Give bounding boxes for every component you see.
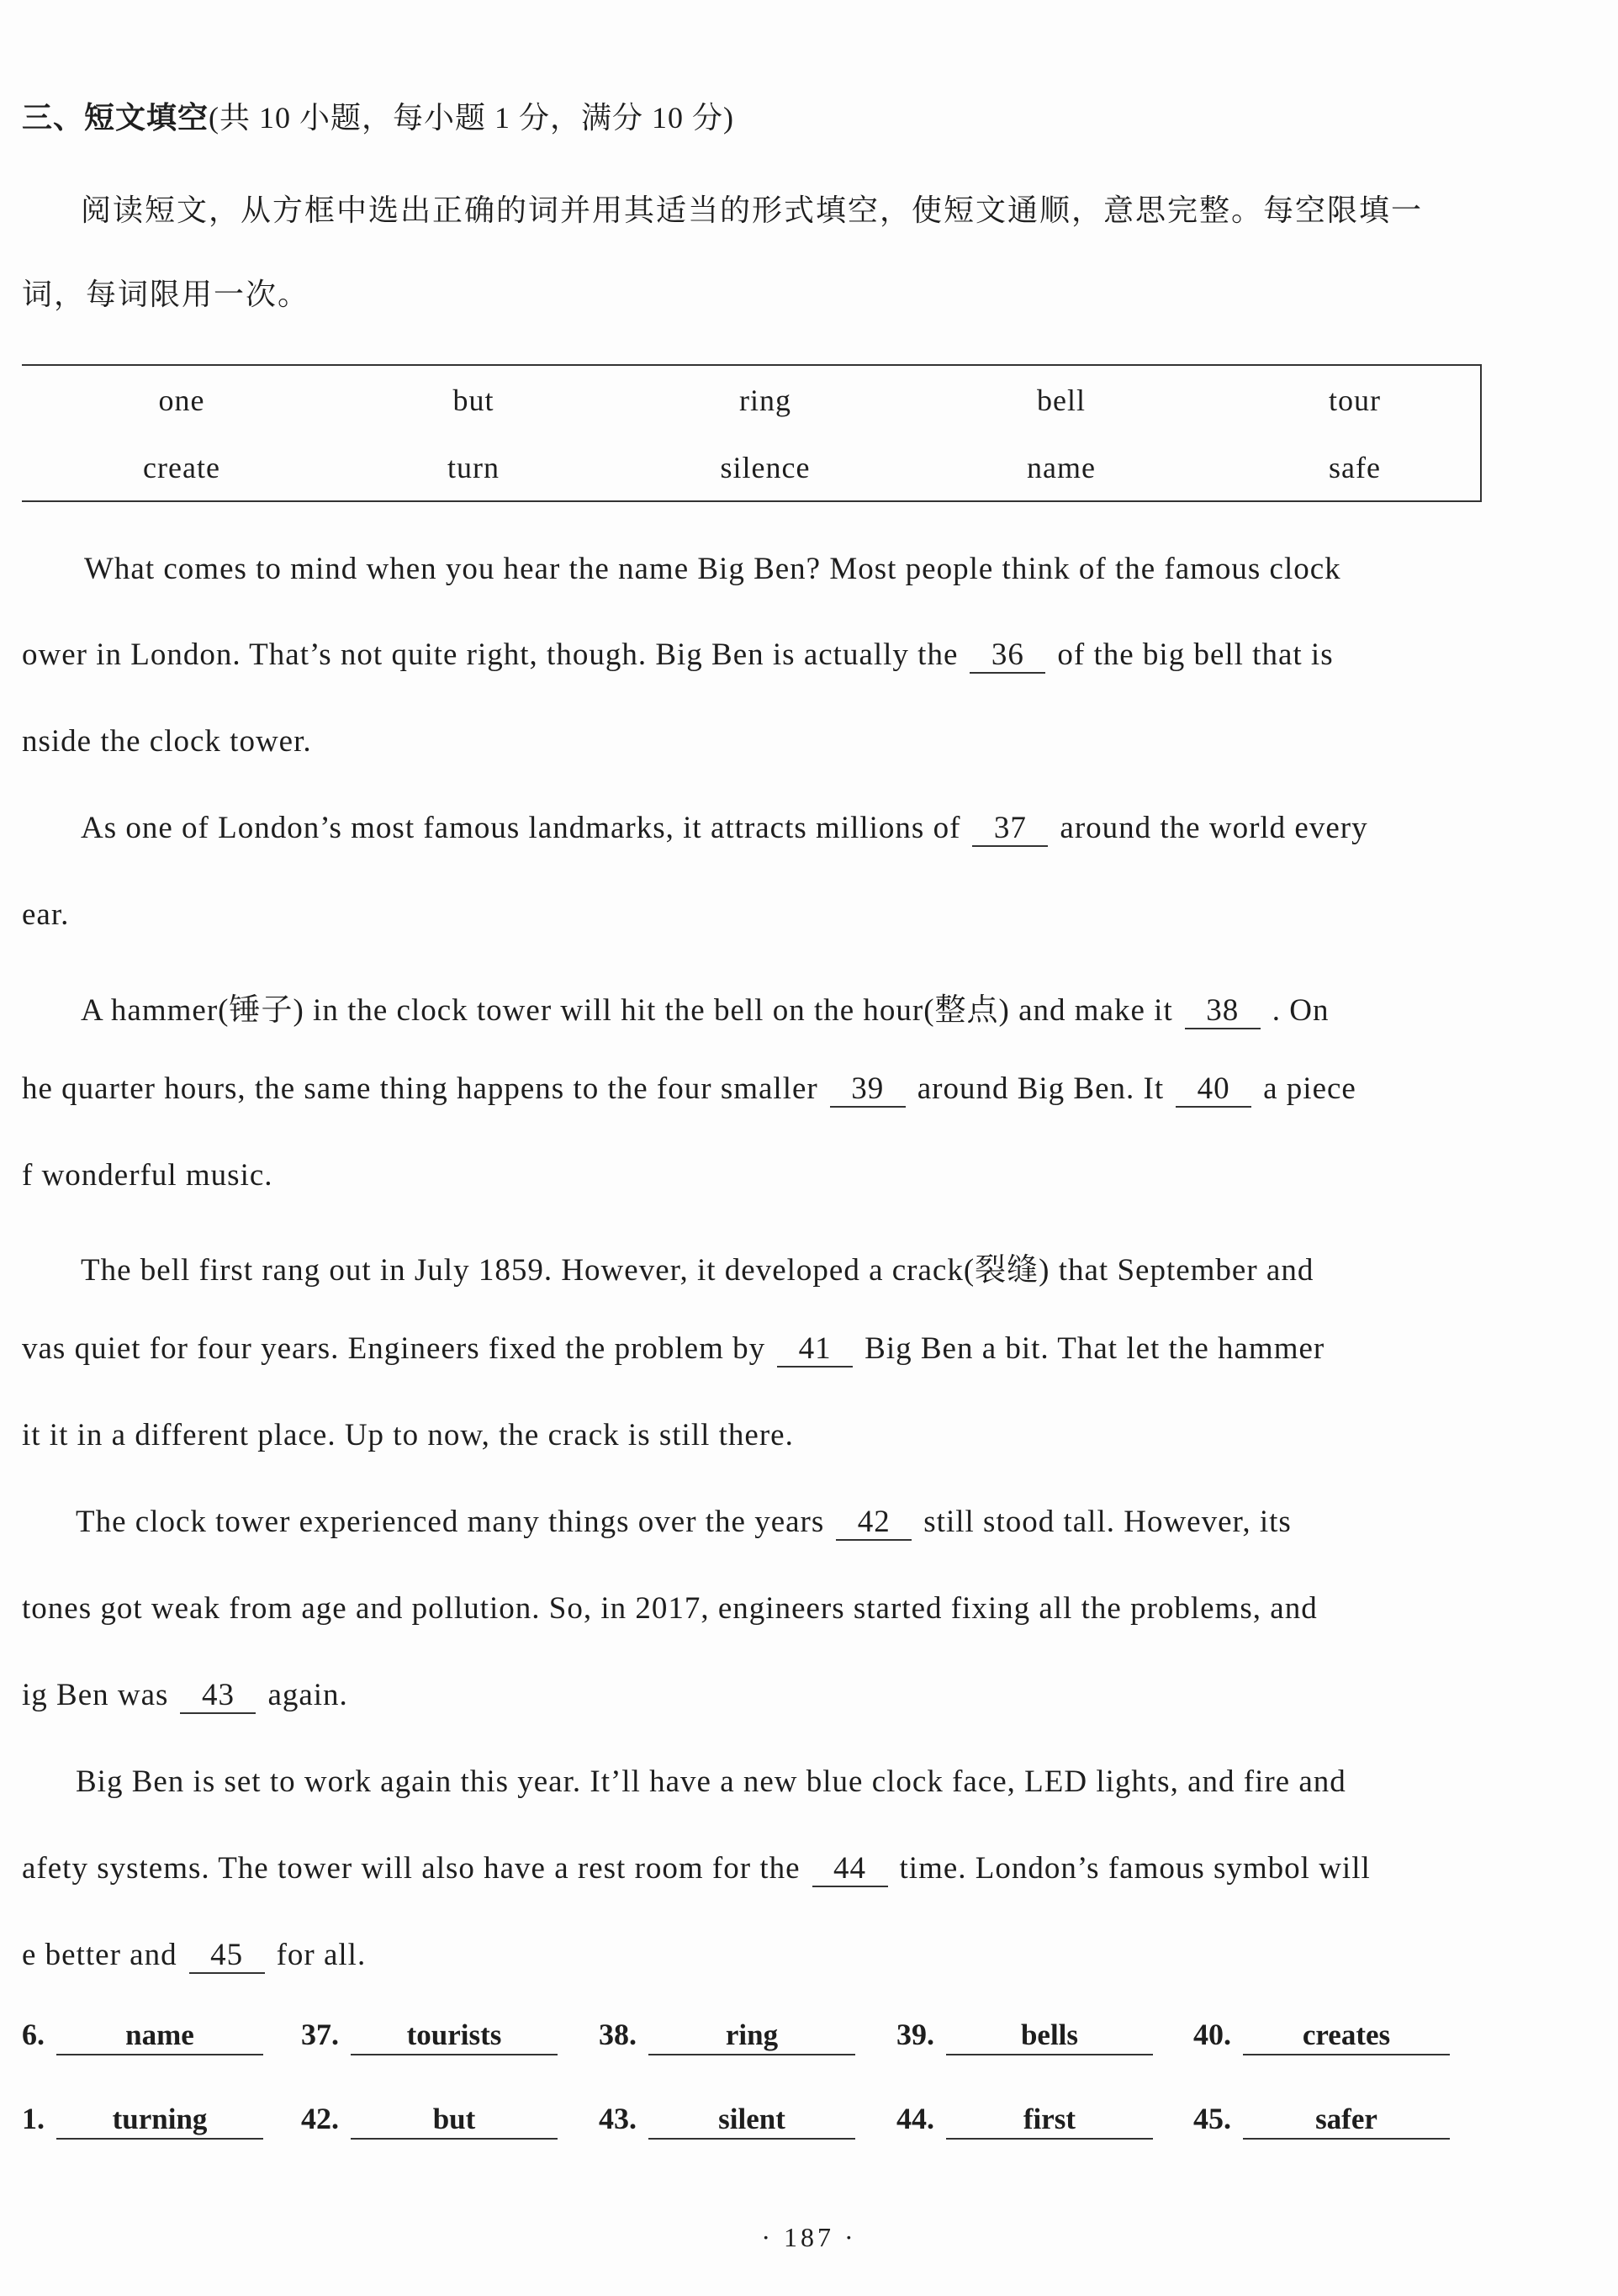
word-bank-word: but (452, 384, 494, 417)
passage-text: The clock tower experienced many things over the years (76, 1505, 825, 1539)
answer-value[interactable]: silent (648, 2103, 855, 2140)
word-bank-word: tour (1329, 384, 1381, 417)
answer-item (1193, 2017, 1450, 2055)
passage-line: ear. (22, 897, 70, 932)
passage-line: What comes to mind when you hear the name Big Ben? Most people think of the famous clock (84, 552, 1341, 586)
answer-item (896, 2101, 1153, 2140)
passage-text: Big Ben a bit. That let the hammer (865, 1331, 1325, 1366)
passage-text: . On (1272, 993, 1330, 1028)
blank-45[interactable]: 45 (189, 1939, 265, 1974)
answer-number: 43. (599, 2102, 637, 2135)
passage-text: vas quiet for four years. Engineers fixed the problem by (22, 1331, 766, 1366)
passage-text: for all. (276, 1938, 367, 1972)
answer-number: 37. (301, 2018, 339, 2051)
passage-text: around the world every (1060, 811, 1368, 845)
blank-40[interactable]: 40 (1176, 1073, 1251, 1108)
passage-text: again. (267, 1678, 348, 1712)
passage-text: ower in London. That’s not quite right, though. Big Ben is actually the (22, 637, 959, 672)
passage-text: afety systems. The tower will also have a rest room for the (22, 1851, 801, 1886)
blank-39[interactable]: 39 (830, 1073, 906, 1108)
passage-text: he quarter hours, the same thing happens to the four smaller (22, 1071, 818, 1106)
answer-number: 39. (896, 2018, 934, 2051)
passage-text: ig Ben was (22, 1678, 169, 1712)
answer-value[interactable]: creates (1243, 2018, 1450, 2055)
passage-text: a piece (1263, 1071, 1356, 1106)
answer-value[interactable]: turning (56, 2103, 263, 2140)
answer-number: 42. (301, 2102, 339, 2135)
answer-item (599, 2017, 855, 2055)
answer-value[interactable]: first (946, 2103, 1153, 2140)
blank-36[interactable]: 36 (970, 639, 1045, 674)
passage-line: f wonderful music. (22, 1158, 273, 1193)
section-title-label: 三、短文填空 (22, 101, 209, 135)
answer-item (301, 2017, 558, 2055)
passage-line (22, 637, 1334, 674)
word-bank-row-2 (22, 450, 1480, 492)
answer-value[interactable]: safer (1243, 2103, 1450, 2140)
passage-line: it it in a different place. Up to now, the crack is still there. (22, 1418, 794, 1452)
blank-43[interactable]: 43 (180, 1680, 256, 1714)
answer-row-1 (22, 2017, 1485, 2067)
word-bank-word: name (1027, 451, 1096, 484)
passage-text: A hammer(锤子) in the clock tower will hit the bell on the hour(整点) and make it (81, 993, 1173, 1028)
page-number: · 187 · (761, 2222, 857, 2252)
blank-41[interactable]: 41 (777, 1333, 853, 1368)
word-bank-word: create (143, 451, 220, 484)
blank-42[interactable]: 42 (836, 1506, 912, 1541)
passage-line (22, 1071, 1356, 1108)
passage-line: nside the clock tower. (22, 724, 312, 759)
section-title-scoring: (共 10 小题，每小题 1 分，满分 10 分) (209, 101, 734, 135)
passage-line: tones got weak from age and pollution. So, in 2017, engineers started fixing all the problems, and (22, 1591, 1318, 1626)
passage-line (22, 1331, 1325, 1368)
blank-37[interactable]: 37 (972, 812, 1048, 847)
answer-item (1193, 2101, 1450, 2140)
passage-line (22, 1677, 348, 1714)
word-bank-word: ring (739, 384, 791, 417)
answer-value[interactable]: tourists (351, 2018, 558, 2055)
answer-number: 1. (22, 2102, 45, 2135)
passage-text: of the big bell that is (1057, 637, 1334, 672)
instruction-line-1: 阅读短文，从方框中选出正确的词并用其适当的形式填空，使短文通顺，意思完整。每空限填一 (81, 193, 1424, 227)
passage-line (22, 1850, 1371, 1887)
answer-item (896, 2017, 1153, 2055)
word-bank-word: turn (447, 451, 500, 484)
passage-line: The bell first rang out in July 1859. However, it developed a crack(裂缝) that September and (81, 1253, 1314, 1288)
answer-row-2 (22, 2101, 1485, 2151)
passage-line: Big Ben is set to work again this year. It’ll have a new blue clock face, LED lights, and fire and (76, 1764, 1346, 1799)
passage-text: e better and (22, 1938, 177, 1972)
answer-item (22, 2101, 263, 2140)
passage-line (22, 1937, 366, 1974)
instruction-line-2: 词，每词限用一次。 (22, 278, 310, 311)
word-bank-row-1 (22, 383, 1480, 425)
answer-number: 40. (1193, 2018, 1231, 2051)
word-bank-word: silence (720, 451, 811, 484)
answer-value[interactable]: bells (946, 2018, 1153, 2055)
answer-item (22, 2017, 263, 2055)
section-title (22, 94, 734, 137)
passage-line (81, 810, 1368, 847)
answer-number: 6. (22, 2018, 45, 2051)
word-bank-word: safe (1329, 451, 1381, 484)
answer-number: 45. (1193, 2102, 1231, 2135)
word-bank-word: one (158, 384, 205, 417)
answer-item (301, 2101, 558, 2140)
blank-44[interactable]: 44 (812, 1853, 888, 1887)
word-bank-box (22, 364, 1482, 502)
blank-38[interactable]: 38 (1185, 995, 1261, 1029)
passage-text: As one of London’s most famous landmarks, it attracts millions of (81, 811, 961, 845)
answer-value[interactable]: but (351, 2103, 558, 2140)
word-bank-word: bell (1037, 384, 1086, 417)
passage-line (81, 984, 1329, 1029)
answer-number: 38. (599, 2018, 637, 2051)
answer-number: 44. (896, 2102, 934, 2135)
passage-text: time. London’s famous symbol will (899, 1851, 1371, 1886)
answer-value[interactable]: ring (648, 2018, 855, 2055)
answer-item (599, 2101, 855, 2140)
passage-text: still stood tall. However, its (923, 1505, 1292, 1539)
answer-value[interactable]: name (56, 2018, 263, 2055)
passage-text: around Big Ben. It (917, 1071, 1165, 1106)
passage-line (76, 1504, 1292, 1541)
